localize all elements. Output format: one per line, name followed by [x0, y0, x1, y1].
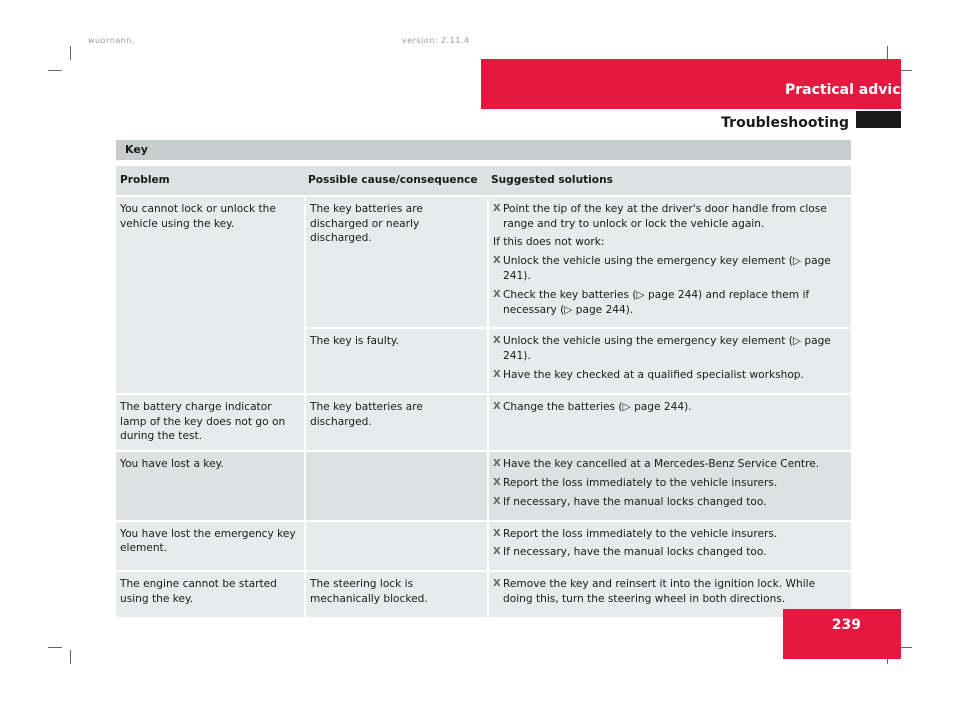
- table-row: [116, 450, 851, 519]
- solution-step: [493, 254, 847, 284]
- solution-step: [493, 368, 847, 383]
- cause-cell: [304, 450, 487, 519]
- step-bullet-icon: X: [493, 458, 501, 470]
- chapter-title: Troubleshooting: [721, 115, 849, 131]
- solutions-cell: [487, 450, 851, 519]
- cause-cell: The key is faulty.: [304, 327, 487, 392]
- problem-cell: You cannot lock or unlock the vehicle using the key.: [116, 197, 304, 393]
- crop-mark: [70, 46, 71, 60]
- solution-text: If necessary, have the manual locks changed too.: [503, 546, 767, 559]
- solution-step: [493, 400, 847, 415]
- solution-text: Change the batteries (▷ page 244).: [503, 400, 692, 413]
- solution-text: Have the key checked at a qualified specialist workshop.: [503, 368, 804, 381]
- table-row: [116, 570, 851, 617]
- cause-cell: The steering lock is mechanically blocked.: [304, 570, 487, 617]
- table-header-row: [116, 166, 851, 197]
- step-bullet-icon: X: [493, 527, 501, 539]
- chapter-tab: [856, 111, 901, 128]
- table-title: Key: [116, 140, 851, 160]
- step-bullet-icon: X: [493, 335, 501, 347]
- step-bullet-icon: X: [493, 368, 501, 380]
- solution-step: [493, 288, 847, 318]
- step-bullet-icon: X: [493, 476, 501, 488]
- solutions-cell: [487, 393, 851, 450]
- solution-step: [493, 495, 847, 510]
- step-bullet-icon: X: [493, 202, 501, 214]
- step-bullet-icon: X: [493, 546, 501, 558]
- table-body: [116, 197, 851, 617]
- step-bullet-icon: X: [493, 255, 501, 267]
- solution-text: Point the tip of the key at the driver's door handle from close range and try to unlock or lock the vehicle again.: [503, 202, 827, 230]
- solution-text: Unlock the vehicle using the emergency key element (▷ page 241).: [503, 255, 831, 282]
- solution-step: [493, 476, 847, 491]
- solution-text: Remove the key and reinsert it into the ignition lock. While doing this, turn the steering wheel in both directions.: [503, 578, 816, 605]
- key-table: [116, 166, 851, 617]
- solution-step: [493, 545, 847, 560]
- problem-cell: You have lost the emergency key element.: [116, 520, 304, 571]
- problem-cell: You have lost a key.: [116, 450, 304, 519]
- solution-text: Have the key cancelled at a Mercedes-Benz Service Centre.: [503, 458, 820, 471]
- column-header-problem: Problem: [116, 166, 304, 197]
- column-header-cause: Possible cause/consequence: [304, 166, 487, 197]
- solution-text: If necessary, have the manual locks changed too.: [503, 495, 767, 508]
- step-bullet-icon: X: [493, 400, 501, 412]
- crop-mark: [48, 647, 62, 648]
- problem-cell: The battery charge indicator lamp of the key does not go on during the test.: [116, 393, 304, 450]
- solution-note: [493, 235, 847, 250]
- troubleshooting-table: [116, 140, 851, 617]
- solution-text: Report the loss immediately to the vehicle insurers.: [503, 527, 778, 540]
- crop-mark: [48, 70, 62, 71]
- solution-step: [493, 577, 847, 607]
- crop-mark: [70, 650, 71, 664]
- step-bullet-icon: X: [493, 578, 501, 590]
- solution-text: Unlock the vehicle using the emergency key element (▷ page 241).: [503, 335, 831, 363]
- problem-cell: The engine cannot be started using the key.: [116, 570, 304, 617]
- cause-cell: The key batteries are discharged or nearly discharged.: [304, 197, 487, 328]
- step-bullet-icon: X: [493, 495, 501, 507]
- section-title: Practical advice: [784, 82, 910, 98]
- cause-cell: [304, 520, 487, 571]
- solution-step: [493, 334, 847, 364]
- cause-cell: The key batteries are discharged.: [304, 393, 487, 450]
- table-row: [116, 197, 851, 328]
- solution-text: Report the loss immediately to the vehicle insurers.: [503, 476, 778, 489]
- print-info-right: version: 2.11.4: [402, 36, 470, 45]
- solutions-cell: [487, 327, 851, 392]
- solution-text: If this does not work:: [493, 236, 605, 249]
- print-info-left: wuornann,: [88, 36, 135, 45]
- table-row: [116, 393, 851, 450]
- page-number: 239: [831, 617, 861, 633]
- solution-text: Check the key batteries (▷ page 244) and replace them if necessary (▷ page 244).: [503, 288, 810, 316]
- page-number-box: [783, 609, 901, 659]
- table-row: [116, 520, 851, 571]
- solutions-cell: [487, 197, 851, 328]
- solution-step: [493, 457, 847, 472]
- step-bullet-icon: X: [493, 288, 501, 300]
- solutions-cell: [487, 520, 851, 571]
- crop-mark: [887, 46, 888, 60]
- solution-step: [493, 527, 847, 542]
- solution-step: [493, 202, 847, 232]
- column-header-solutions: Suggested solutions: [487, 166, 851, 197]
